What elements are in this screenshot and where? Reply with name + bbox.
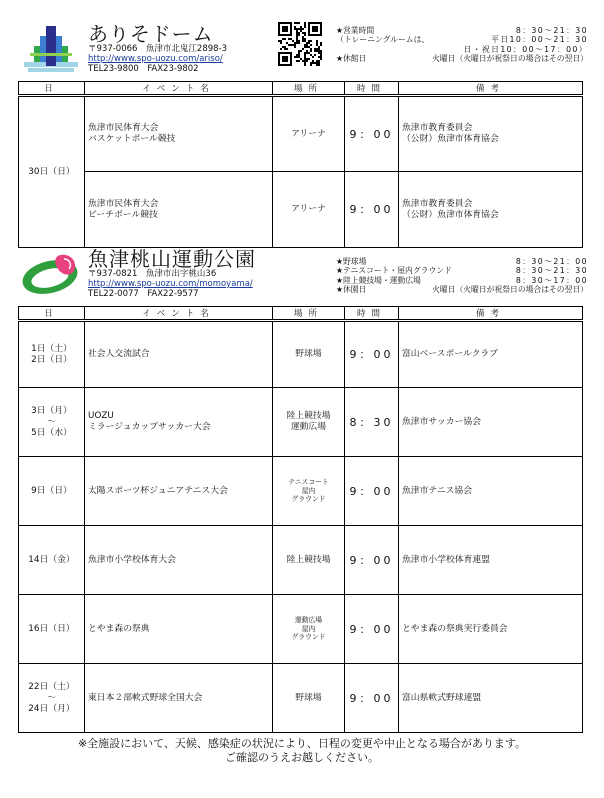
- column-header-event: イベント名: [85, 82, 273, 96]
- event-line: バスケットボール競技: [88, 134, 176, 144]
- hours-row: [336, 257, 588, 266]
- cell-day: [19, 388, 85, 457]
- hours-label: ★営業時間: [336, 26, 375, 35]
- cell-note: [399, 595, 583, 664]
- cell-day: [19, 595, 85, 664]
- event-line: ミラージュカップサッカー大会: [88, 422, 211, 432]
- cell-place: [273, 457, 345, 526]
- facility-address: 〒937-0066 魚津市北鬼江2898-3: [88, 44, 228, 54]
- place-line: 運動広場: [294, 616, 323, 625]
- hours-value: 火曜日（火曜日が祝祭日の場合はその翌日）: [432, 285, 588, 295]
- opening-hours: [336, 257, 588, 295]
- cell-note: [399, 321, 583, 388]
- facility-ariso-dome: [0, 18, 604, 220]
- facility-address: 〒937-0821 魚津市出字桃山36: [88, 269, 217, 279]
- day-line: 9日（日）: [31, 485, 72, 496]
- place-line: 運動広場: [290, 422, 327, 432]
- qr-code-icon: [278, 22, 322, 66]
- cell-day: [19, 96, 85, 248]
- column-header-note: 備考: [399, 307, 583, 321]
- note-line: 魚津市サッカー協会: [402, 416, 481, 427]
- day-line: 24日（月）: [28, 703, 75, 714]
- event-schedule-table: [18, 306, 583, 733]
- hours-value: 8：30～21：30: [515, 266, 588, 276]
- hours-row: [336, 54, 588, 63]
- hours-row: [336, 35, 588, 44]
- event-line: ビーチボール競技: [88, 209, 158, 220]
- cell-event: [85, 595, 273, 664]
- notice-text: [0, 737, 604, 765]
- column-header-time: 時間: [345, 82, 399, 96]
- notice-line: ※全施設において、天候、感染症の状況により、日程の変更や中止となる場合があります。: [77, 737, 527, 750]
- hours-value: 日・祝日10：00～17：00）: [463, 44, 588, 54]
- day-line: ～: [47, 416, 56, 427]
- cell-day: [19, 664, 85, 733]
- hours-label: ★休園日: [336, 285, 367, 295]
- cell-time: 9：00: [345, 664, 399, 733]
- cell-event: [85, 96, 273, 172]
- table-row: [19, 664, 583, 733]
- hours-row: [336, 45, 588, 54]
- place-line: 野球場: [295, 349, 322, 359]
- day-line: 16日（日）: [28, 623, 75, 634]
- cell-time: 9：00: [345, 96, 399, 172]
- place-line: グラウンド: [291, 633, 326, 642]
- table-row: [19, 595, 583, 664]
- cell-note: [399, 172, 583, 248]
- note-line: とやま森の祭典実行委員会: [402, 623, 508, 634]
- note-line: 魚津市テニス協会: [402, 485, 473, 496]
- cell-event: [85, 388, 273, 457]
- note-line: （公財）魚津市体育協会: [402, 209, 499, 220]
- column-header-place: 場所: [273, 82, 345, 96]
- cell-day: [19, 457, 85, 526]
- table-row: [19, 388, 583, 457]
- place-line: 屋内: [301, 624, 316, 633]
- column-header-event: イベント名: [85, 307, 273, 321]
- event-line: とやま森の祭典: [88, 623, 150, 634]
- place-line: グラウンド: [291, 495, 326, 504]
- cell-time: 9：00: [345, 321, 399, 388]
- event-line: 社会人交流試合: [88, 349, 150, 359]
- hours-value: 火曜日（火曜日が祝祭日の場合はその翌日）: [432, 54, 588, 64]
- cell-time: 8：30: [345, 388, 399, 457]
- cell-place: [273, 526, 345, 595]
- cell-note: [399, 388, 583, 457]
- cell-day: [19, 321, 85, 388]
- cell-time: 9：00: [345, 457, 399, 526]
- day-line: 22日（土）: [28, 681, 75, 692]
- note-line: 富山ベースボールクラブ: [402, 349, 498, 359]
- notice-line: ご確認のうえお越しください。: [225, 751, 379, 764]
- table-row: [19, 172, 583, 248]
- cell-note: [399, 664, 583, 733]
- cell-time: 9：00: [345, 172, 399, 248]
- event-schedule-table: [18, 81, 583, 248]
- note-line: 魚津市小学校体育連盟: [402, 554, 490, 565]
- facility-url-link[interactable]: http://www.spo-uozu.com/momoyama/: [88, 279, 253, 289]
- cell-place: [273, 664, 345, 733]
- cell-place: [273, 96, 345, 172]
- hours-value: 8：30～21：00: [515, 257, 588, 266]
- hours-label: ★テニスコート・屋内グラウンド: [336, 266, 452, 276]
- hours-label: （トレーニングルームは、: [336, 35, 430, 45]
- hours-row: [336, 26, 588, 35]
- cell-note: [399, 526, 583, 595]
- table-header-row: [19, 307, 583, 321]
- table-row: [19, 526, 583, 595]
- table-header-row: [19, 82, 583, 96]
- hours-value: 8：30～21：30: [515, 26, 588, 35]
- place-line: 陸上競技場: [286, 411, 331, 421]
- event-line: UOZU: [88, 411, 114, 421]
- table-row: [19, 96, 583, 172]
- event-line: 魚津市民体育大会: [88, 198, 159, 209]
- cell-event: [85, 321, 273, 388]
- note-line: 富山県軟式野球連盟: [402, 692, 482, 703]
- day-line: 1日（土）: [31, 343, 72, 354]
- hours-value: 8：30～17：00: [515, 275, 588, 285]
- cell-place: [273, 388, 345, 457]
- momoyama-park-logo-icon: [20, 247, 82, 299]
- hours-label: ★休館日: [336, 54, 367, 64]
- facility-name: ありそドーム: [88, 22, 214, 46]
- facility-url-link[interactable]: http://www.spo-uozu.com/ariso/: [88, 54, 223, 64]
- place-line: テニスコート: [288, 478, 329, 487]
- place-line: アリーナ: [291, 204, 326, 214]
- day-line: ～: [47, 692, 56, 703]
- cell-event: [85, 526, 273, 595]
- note-line: 魚津市教育委員会: [402, 198, 473, 209]
- ariso-dome-logo-icon: [22, 22, 80, 74]
- cell-note: [399, 96, 583, 172]
- cell-event: [85, 664, 273, 733]
- hours-row: [336, 276, 588, 285]
- place-line: アリーナ: [291, 128, 326, 139]
- cell-place: [273, 321, 345, 388]
- day-line: 14日（金）: [28, 554, 75, 565]
- facility-tel: TEL23-9800 FAX23-9802: [88, 64, 199, 74]
- cell-event: [85, 457, 273, 526]
- hours-label: ★陸上競技場・運動広場: [336, 275, 421, 285]
- event-line: 太陽スポーツ杯ジュニアテニス大会: [88, 485, 228, 496]
- hours-value: 平日10：00～21：30: [491, 35, 588, 45]
- day-line: 2日（日）: [31, 354, 72, 365]
- cell-day: [19, 526, 85, 595]
- hours-label: ★野球場: [336, 257, 367, 266]
- column-header-day: 日: [19, 307, 85, 321]
- note-line: 魚津市教育委員会: [402, 123, 473, 133]
- cell-note: [399, 457, 583, 526]
- table-row: [19, 457, 583, 526]
- day-line: 30日（日）: [28, 166, 75, 177]
- place-line: 陸上競技場: [286, 554, 331, 565]
- facility-header: [0, 243, 604, 303]
- opening-hours: [336, 26, 588, 64]
- cell-place: [273, 172, 345, 248]
- day-line: 5日（水）: [31, 427, 72, 438]
- facility-tel: TEL22-0077 FAX22-9577: [88, 289, 199, 299]
- place-line: 屋内: [301, 486, 316, 495]
- cell-time: 9：00: [345, 526, 399, 595]
- note-line: （公財）魚津市体育協会: [402, 134, 499, 144]
- event-line: 東日本２部軟式野球全国大会: [88, 692, 203, 703]
- hours-row: [336, 266, 588, 275]
- cell-time: 9：00: [345, 595, 399, 664]
- column-header-place: 場所: [273, 307, 345, 321]
- cell-event: [85, 172, 273, 248]
- column-header-note: 備考: [399, 82, 583, 96]
- column-header-day: 日: [19, 82, 85, 96]
- table-row: [19, 321, 583, 388]
- facility-momoyama-park: [0, 243, 604, 714]
- day-line: 3日（月）: [31, 405, 72, 416]
- hours-row: [336, 285, 588, 294]
- event-line: 魚津市小学校体育大会: [88, 554, 176, 565]
- cell-place: [273, 595, 345, 664]
- facility-name: 魚津桃山運動公園: [88, 247, 256, 271]
- facility-header: [0, 18, 604, 78]
- column-header-time: 時間: [345, 307, 399, 321]
- event-line: 魚津市民体育大会: [88, 123, 159, 133]
- place-line: 野球場: [295, 692, 322, 703]
